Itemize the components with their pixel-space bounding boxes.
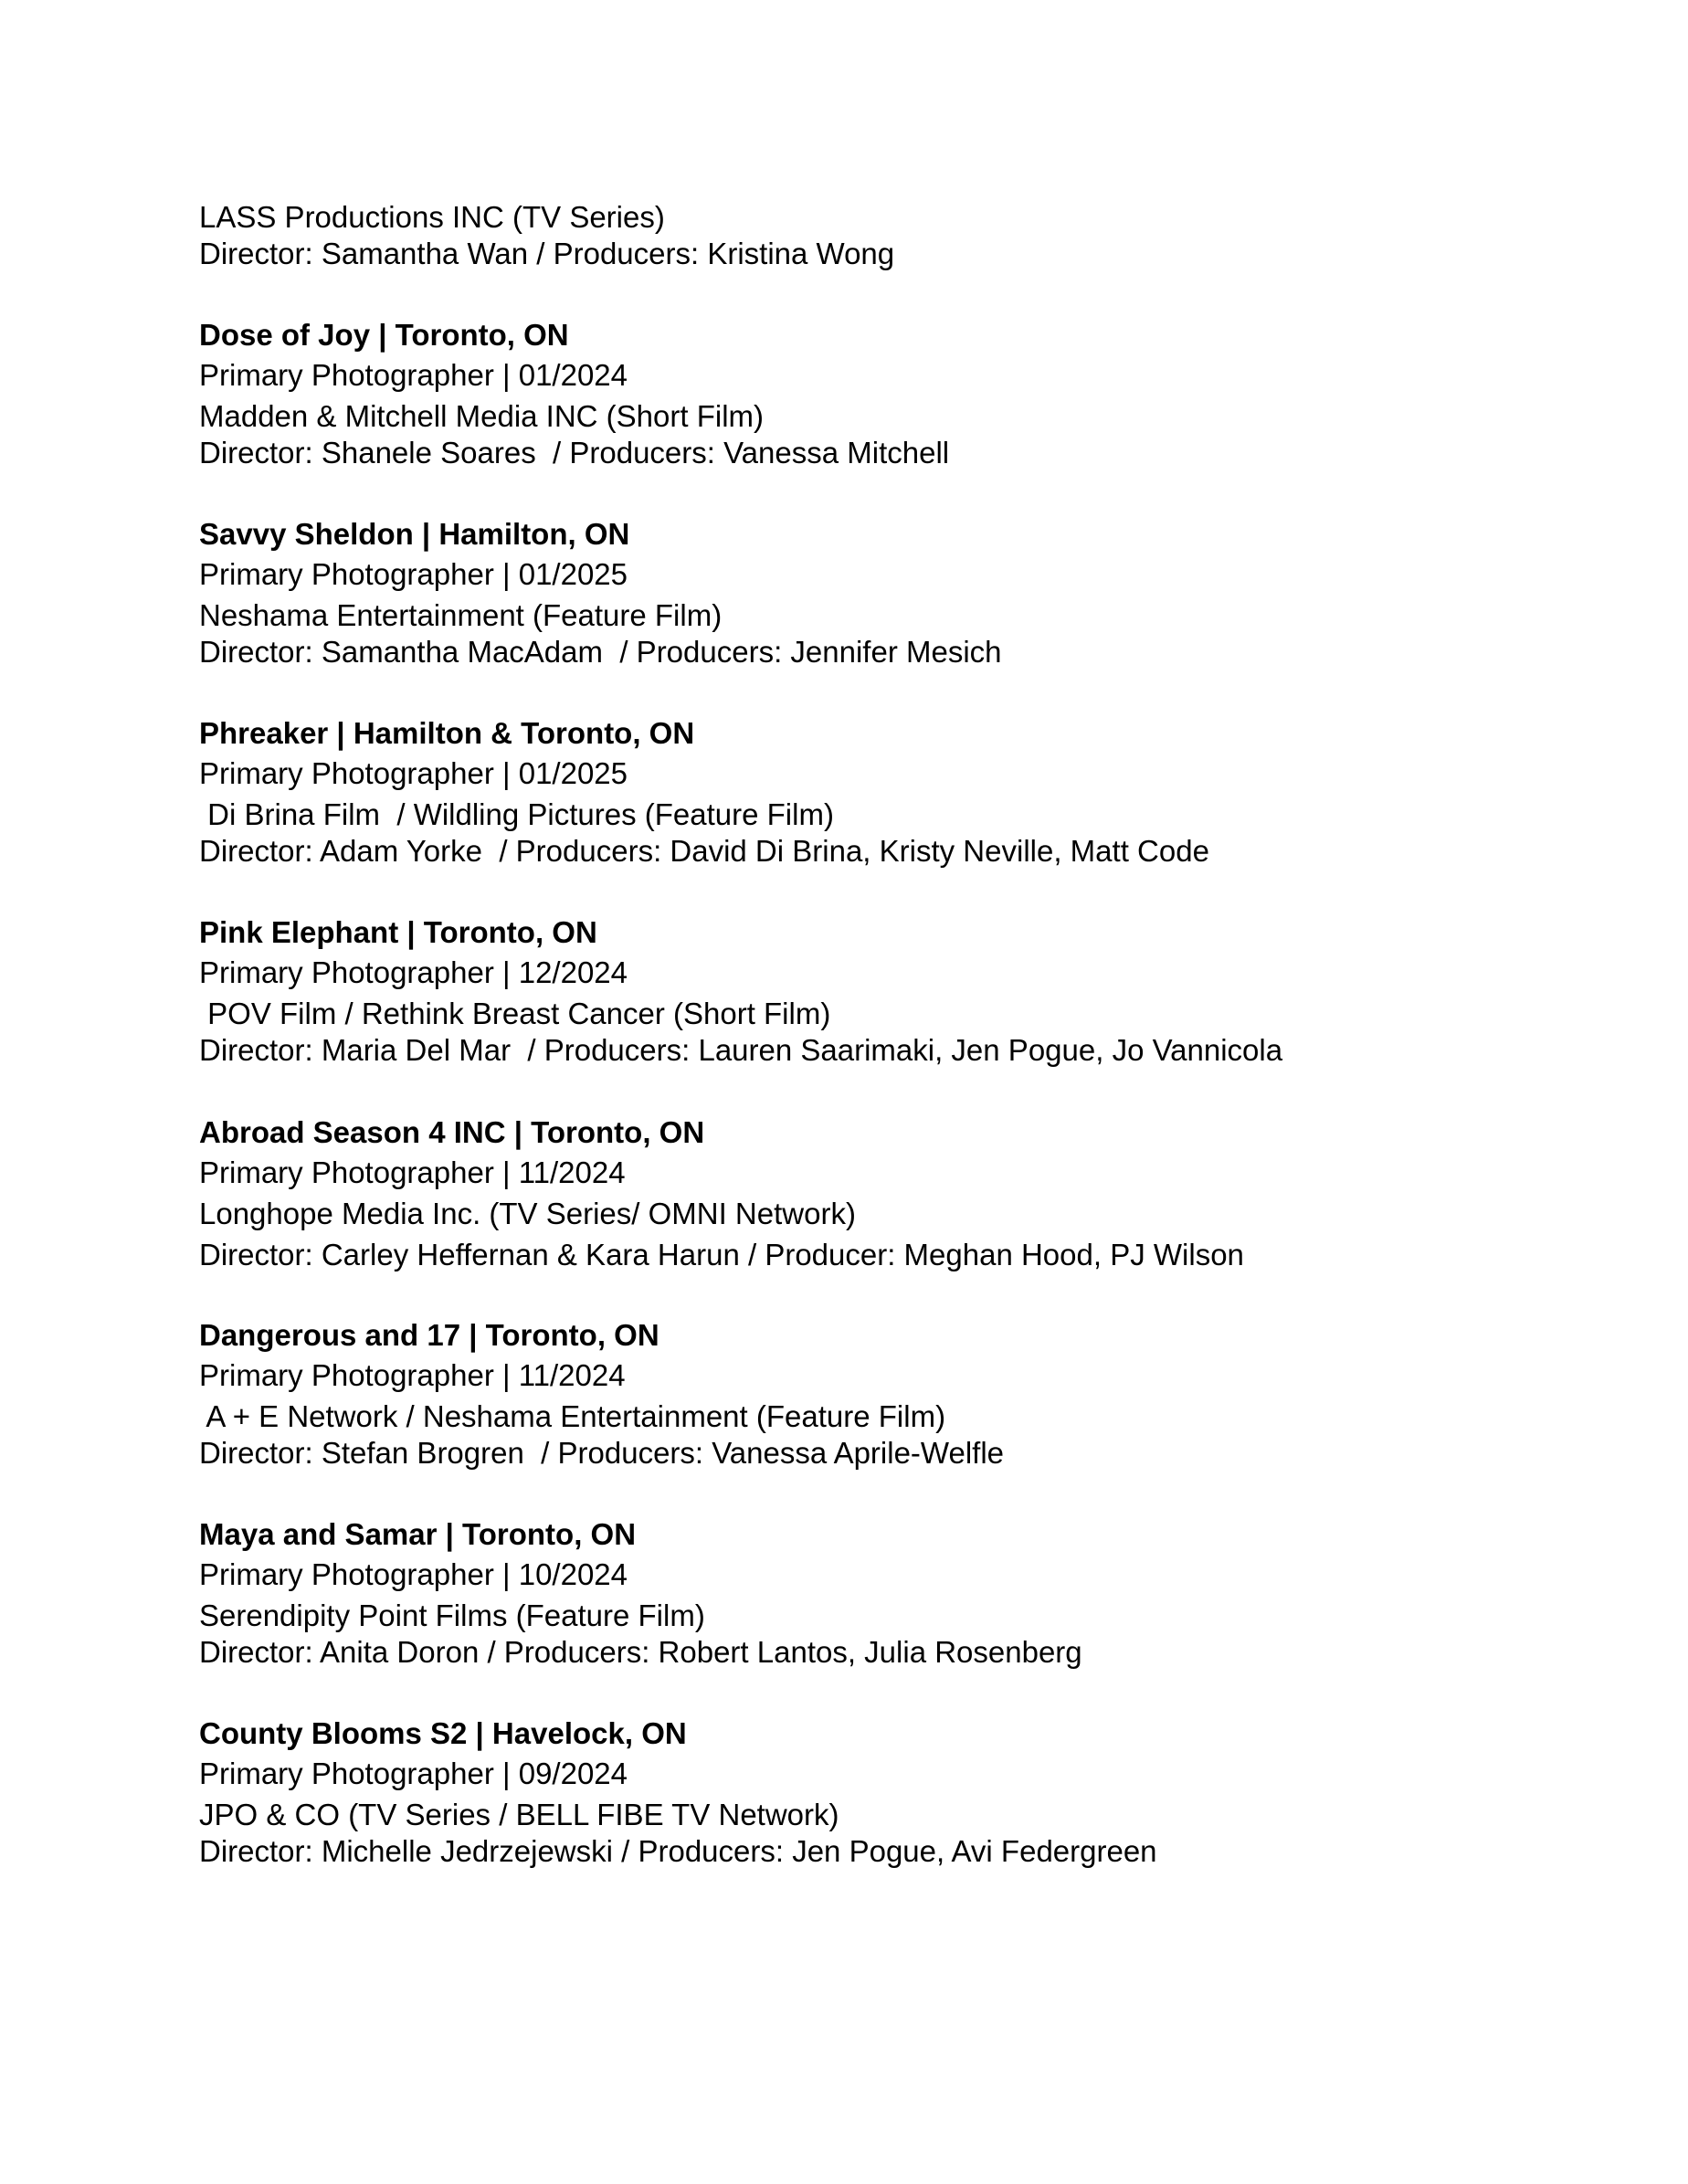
entry-company: Madden & Mitchell Media INC (Short Film) — [199, 399, 765, 433]
entry-title: Maya and Samar | Toronto, ON — [199, 1517, 637, 1551]
entry-role: Primary Photographer | 01/2025 — [199, 557, 628, 591]
entry-credits: Director: Adam Yorke / Producers: David Di Brina, Kristy Neville, Matt Code — [199, 834, 1209, 868]
entry-company: A + E Network / Neshama Entertainment (Feature Film) — [199, 1399, 946, 1433]
entry-credits: Director: Michelle Jedrzejewski / Producers: Jen Pogue, Avi Federgreen — [199, 1834, 1157, 1868]
entry-role: Primary Photographer | 11/2024 — [199, 1155, 626, 1189]
entry-title: Savvy Sheldon | Hamilton, ON — [199, 517, 630, 551]
entry-title: Dangerous and 17 | Toronto, ON — [199, 1318, 659, 1352]
entry-title: Dose of Joy | Toronto, ON — [199, 318, 569, 352]
intro-company: LASS Productions INC (TV Series) — [199, 200, 665, 234]
entry-title: Phreaker | Hamilton & Toronto, ON — [199, 716, 695, 750]
entry-company: Neshama Entertainment (Feature Film) — [199, 598, 723, 632]
entry-title: Pink Elephant | Toronto, ON — [199, 915, 597, 949]
entry-role: Primary Photographer | 01/2025 — [199, 756, 628, 790]
entry-credits: Director: Stefan Brogren / Producers: Vanessa Aprile-Welfle — [199, 1436, 1005, 1470]
entry-credits: Director: Shanele Soares / Producers: Vanessa Mitchell — [199, 436, 950, 470]
entry-role: Primary Photographer | 09/2024 — [199, 1757, 628, 1790]
entry-title: County Blooms S2 | Havelock, ON — [199, 1716, 687, 1750]
entry-company: Di Brina Film / Wildling Pictures (Feature Film) — [199, 797, 834, 831]
entry-credits: Director: Carley Heffernan & Kara Harun / Producer: Meghan Hood, PJ Wilson — [199, 1238, 1244, 1271]
entry-company: JPO & CO (TV Series / BELL FIBE TV Network) — [199, 1798, 839, 1831]
entry-role: Primary Photographer | 12/2024 — [199, 955, 628, 989]
entry-company: POV Film / Rethink Breast Cancer (Short Film) — [199, 997, 831, 1030]
entry-role: Primary Photographer | 10/2024 — [199, 1557, 628, 1591]
entry-company: Longhope Media Inc. (TV Series/ OMNI Network) — [199, 1197, 856, 1230]
intro-credits: Director: Samantha Wan / Producers: Kristina Wong — [199, 237, 895, 270]
entry-company: Serendipity Point Films (Feature Film) — [199, 1598, 705, 1632]
entry-role: Primary Photographer | 11/2024 — [199, 1358, 626, 1392]
entry-credits: Director: Samantha MacAdam / Producers: Jennifer Mesich — [199, 635, 1002, 669]
entry-role: Primary Photographer | 01/2024 — [199, 358, 628, 392]
entry-credits: Director: Maria Del Mar / Producers: Lauren Saarimaki, Jen Pogue, Jo Vannicola — [199, 1033, 1283, 1067]
entry-credits: Director: Anita Doron / Producers: Robert Lantos, Julia Rosenberg — [199, 1635, 1082, 1669]
entry-title: Abroad Season 4 INC | Toronto, ON — [199, 1115, 705, 1149]
